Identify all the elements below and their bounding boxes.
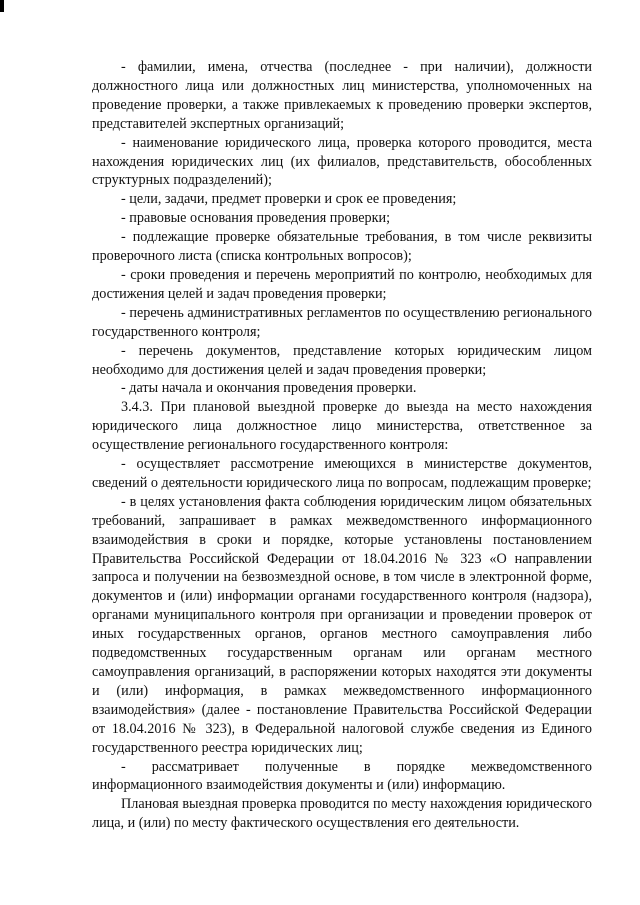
document-body [92, 58, 592, 833]
list-item-review-received: - рассматривает полученные в порядке межведомственного информационного взаимодействия документы и (или) информацию. [92, 758, 592, 794]
closing-paragraph: Плановая выездная проверка проводится по месту нахождения юридического лица, и (или) по месту фактического осуществления его деятельности. [92, 796, 592, 832]
list-item-terms-and-measures: - сроки проведения и перечень мероприятий по контролю, необходимых для достижения целей и задач проведения проверки; [92, 266, 592, 302]
list-item-legal-grounds: - правовые основания проведения проверки; [121, 210, 391, 227]
list-item-goals: - цели, задачи, предмет проверки и срок ее проведения; [121, 191, 457, 208]
list-item-dates: - даты начала и окончания проведения проверки. [121, 380, 417, 397]
list-item-interagency-request: - в целях установления факта соблюдения юридическим лицом обязательных требований, запрашивает в рамках межведомственного информационного взаимодействия в сроки и порядке, которые установлены постановлением Правительства Российской Федерации от 18.04.2016 № 323 «О направлении запроса и получении на безвозмездной основе, в том числе в электронной форме, документов и (или) информации органами государственного контроля (надзора), органами муниципального контроля при организации и проведении проверок от иных государственных органов, органов местного самоуправления либо подведомственных государственным органам или органам местного самоуправления организаций, в распоряжении которых находятся эти документы и (или) информация, в рамках межведомственного информационного взаимодействия» (далее - постановление Правительства Российской Федерации от 18.04.2016 № 323), в Федеральной налоговой службе сведения из Единого государственного реестра юридических лиц; [92, 493, 592, 756]
list-item-legal-entity-name: - наименование юридического лица, проверка которого проводится, места нахождения юридических лиц (их филиалов, представительств, обособленных структурных подразделений); [92, 134, 592, 189]
section-3-4-3-paragraph: 3.4.3. При плановой выездной проверке до выезда на место нахождения юридического лица должностное лицо министерства, ответственное за осуществление регионального государственного контроля: [92, 399, 592, 454]
scan-corner-mark [0, 0, 4, 12]
list-item-documents: - перечень документов, представление которых юридическим лицом необходимо для достижения целей и задач проведения проверки; [92, 342, 592, 378]
list-item-regulations: - перечень административных регламентов по осуществлению регионального государственного контроля; [92, 304, 592, 340]
list-item-mandatory-requirements: - подлежащие проверке обязательные требования, в том числе реквизиты проверочного листа (списка контрольных вопросов); [92, 229, 592, 265]
list-item-inspector-names: - фамилии, имена, отчества (последнее - при наличии), должности должностного лица или должностных лиц министерства, уполномоченных на проведение проверки, а также привлекаемых к проведению проверки экспертов, представителей экспертных организаций; [92, 59, 592, 132]
list-item-review-documents: - осуществляет рассмотрение имеющихся в министерстве документов, сведений о деятельности юридического лица по вопросам, подлежащим проверке; [92, 456, 592, 491]
